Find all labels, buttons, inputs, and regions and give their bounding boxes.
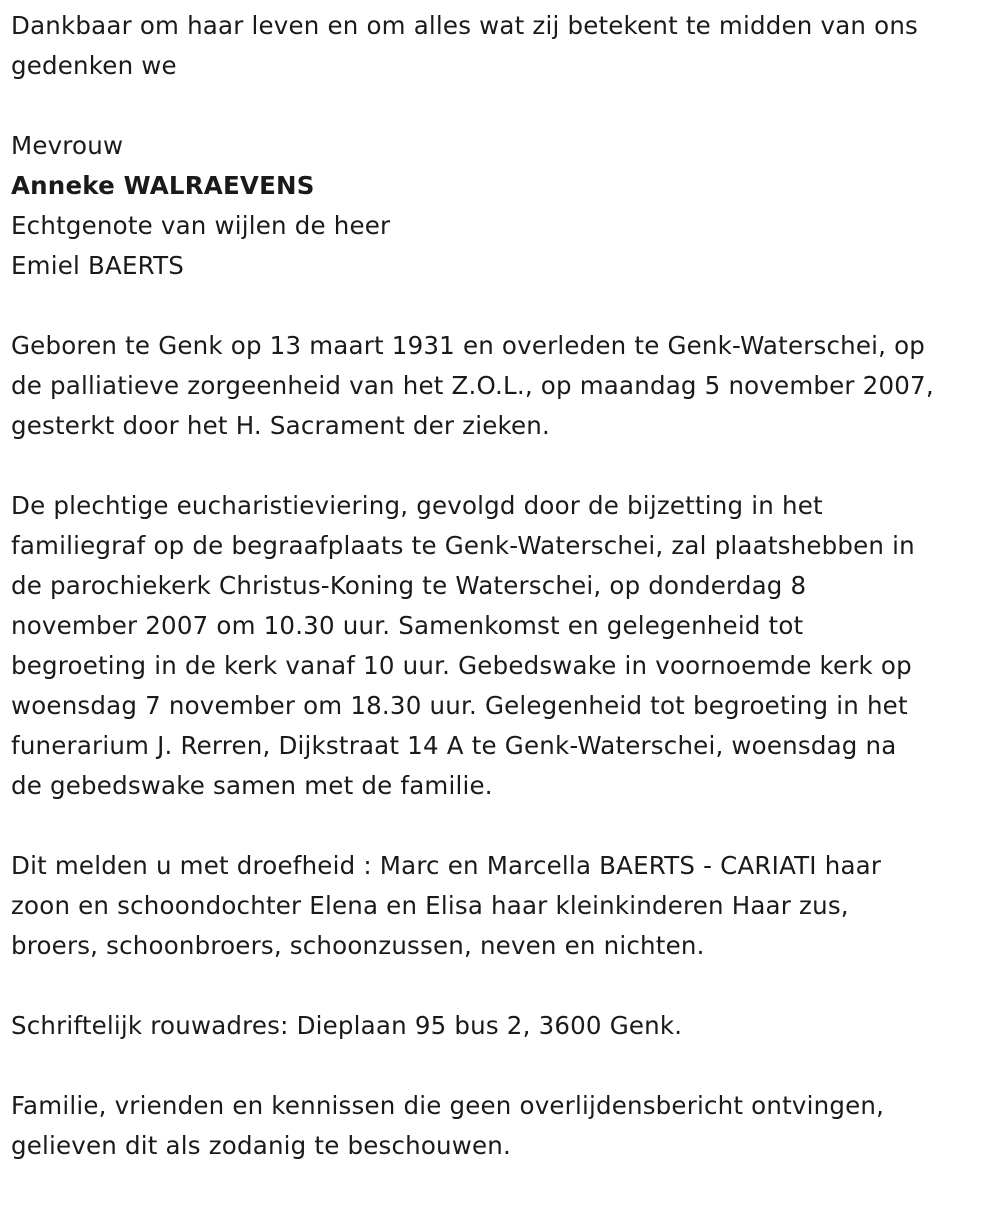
birth-death-paragraph [11,326,991,446]
title-prefix: Mevrouw [11,131,124,160]
ceremony-line: de parochiekerk Christus-Koning te Waterschei, op donderdag 8 [11,571,807,600]
spacer [11,446,991,486]
announcement-line: broers, schoonbroers, schoonzussen, neven en nichten. [11,931,705,960]
closing-line: Familie, vrienden en kennissen die geen overlijdensbericht ontvingen, [11,1091,885,1120]
intro-paragraph [11,6,991,86]
birth-death-line: de palliatieve zorgeenheid van het Z.O.L., op maandag 5 november 2007, [11,371,934,400]
birth-death-line: Geboren te Genk op 13 maart 1931 en overleden te Genk-Waterschei, op [11,331,926,360]
intro-line: Dankbaar om haar leven en om alles wat zij betekent te midden van ons [11,11,919,40]
announcement-line: Dit melden u met droefheid : Marc en Marcella BAERTS - CARIATI haar [11,851,882,880]
ceremony-line: de gebedswake samen met de familie. [11,771,493,800]
ceremony-line: De plechtige eucharistieviering, gevolgd door de bijzetting in het [11,491,823,520]
birth-death-line: gesterkt door het H. Sacrament der zieken. [11,411,550,440]
ceremony-line: funerarium J. Rerren, Dijkstraat 14 A te Genk-Waterschei, woensdag na [11,731,897,760]
spacer [11,806,991,846]
spacer [11,86,991,126]
ceremony-line: woensdag 7 november om 18.30 uur. Gelegenheid tot begroeting in het [11,691,908,720]
spouse-line: Echtgenote van wijlen de heer [11,211,391,240]
spacer [11,286,991,326]
ceremony-line: familiegraf op de begraafplaats te Genk-Waterschei, zal plaatshebben in [11,531,915,560]
ceremony-paragraph [11,486,991,806]
closing-paragraph [11,1086,991,1166]
spacer [11,1046,991,1086]
announcement-paragraph [11,846,991,966]
announcement-line: zoon en schoondochter Elena en Elisa haar kleinkinderen Haar zus, [11,891,849,920]
spouse-name: Emiel BAERTS [11,251,185,280]
intro-line: gedenken we [11,51,177,80]
closing-line: gelieven dit als zodanig te beschouwen. [11,1131,512,1160]
ceremony-line: november 2007 om 10.30 uur. Samenkomst en gelegenheid tot [11,611,804,640]
mourning-address: Schriftelijk rouwadres: Dieplaan 95 bus 2, 3600 Genk. [11,1011,683,1040]
ceremony-line: begroeting in de kerk vanaf 10 uur. Gebedswake in voornoemde kerk op [11,651,912,680]
obituary-document [11,6,991,1166]
spacer [11,966,991,1006]
deceased-name: Anneke WALRAEVENS [11,171,315,200]
